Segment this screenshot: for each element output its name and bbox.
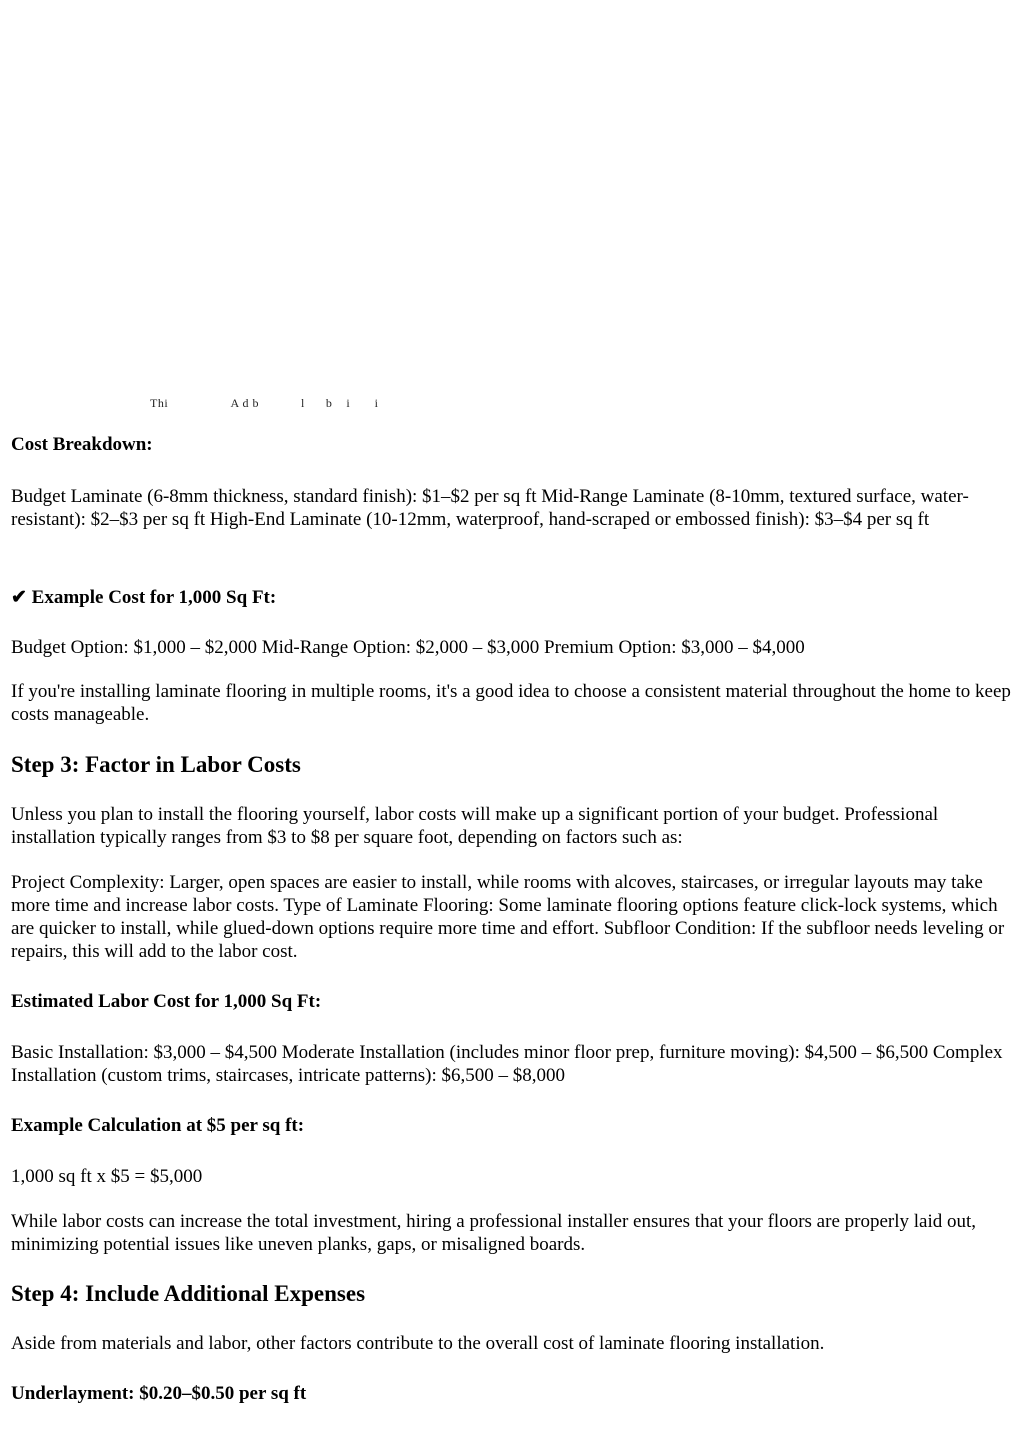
- cost-breakdown-text: Budget Laminate (6-8mm thickness, standard finish): $1–$2 per sq ft Mid-Range Laminate (8-10mm, textured surface, water-resistant): $2–$3 per sq ft High-End Laminate (10-12mm, waterproof, hand-scraped or embossed finish): $3–$4 per sq ft: [11, 486, 969, 530]
- cost-breakdown-heading: Cost Breakdown:: [11, 434, 153, 455]
- cutoff-text-line: Thi A d b l b i i: [150, 396, 379, 410]
- example-cost-heading: ✔ Example Cost for 1,000 Sq Ft:: [11, 587, 277, 608]
- step4-heading: Step 4: Include Additional Expenses: [11, 1281, 366, 1306]
- step4-intro: Aside from materials and labor, other factors contribute to the overall cost of laminate flooring installation.: [11, 1333, 825, 1354]
- labor-closing-text: While labor costs can increase the total investment, hiring a professional installer ensures that your floors are properly laid out, minimizing potential issues like uneven planks, gaps, or misaligned boards.: [11, 1211, 977, 1255]
- blank-top-area: [0, 0, 1024, 402]
- calc-text: 1,000 sq ft x $5 = $5,000: [11, 1166, 203, 1187]
- labor-estimate-text: Basic Installation: $3,000 – $4,500 Moderate Installation (includes minor floor prep, furniture moving): $4,500 – $6,500 Complex Installation (custom trims, staircases, intricate patterns): $6,500 – $8,000: [11, 1042, 1003, 1086]
- step3-intro: Unless you plan to install the flooring yourself, labor costs will make up a significant portion of your budget. Professional installation typically ranges from $3 to $8 per square foot, depending on factors such as:: [11, 804, 939, 848]
- step3-factors: Project Complexity: Larger, open spaces are easier to install, while rooms with alcoves, staircases, or irregular layouts may take more time and increase labor costs. Type of Laminate Flooring: Some laminate flooring options feature click-lock systems, which are quicker to install, while glued-down options require more time and effort. Subfloor Condition: If the subfloor needs leveling or repairs, this will add to the labor cost.: [11, 872, 1005, 962]
- example-cost-text: Budget Option: $1,000 – $2,000 Mid-Range Option: $2,000 – $3,000 Premium Option: $3,000 – $4,000: [11, 637, 805, 658]
- calc-heading: Example Calculation at $5 per sq ft:: [11, 1115, 305, 1136]
- labor-estimate-heading: Estimated Labor Cost for 1,000 Sq Ft:: [11, 991, 322, 1012]
- multiple-rooms-note: If you're installing laminate flooring in multiple rooms, it's a good idea to choose a consistent material throughout the home to keep costs manageable.: [11, 681, 1011, 725]
- step3-heading: Step 3: Factor in Labor Costs: [11, 752, 301, 777]
- underlayment-heading: Underlayment: $0.20–$0.50 per sq ft: [11, 1383, 307, 1404]
